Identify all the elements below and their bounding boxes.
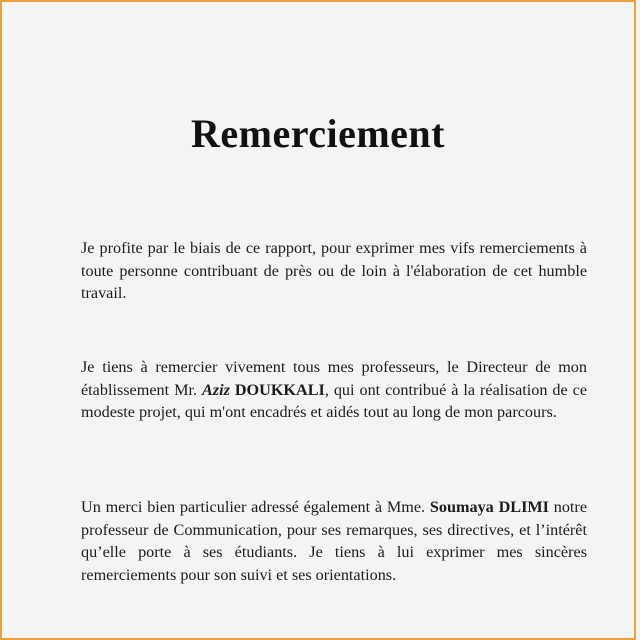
paragraph-intro-text: Je profite par le biais de ce rapport, pour exprimer mes vifs remerciements à toute personne contribuant de près ou de loin à l'élaboration de cet humble travail.	[81, 239, 587, 302]
paragraph-professors-after: , qui ont contribué à la réalisation de ce modeste projet, qui m'ont encadrés et aidés tout au long de mon parcours.	[81, 380, 588, 421]
page-title: Remerciement	[190, 111, 445, 156]
paragraph-communication-after: notre professeur de Communication, pour ses remarques, ses directives, et l’intérêt qu’elle porte à ses étudiants. Je tiens à lui exprimer mes sincères remerciements pour son suivi et ses orientations.	[81, 498, 588, 584]
paragraph-professors-before: Je tiens à remercier vivement tous mes professeurs, le Directeur de mon établissement Mr.	[81, 358, 587, 399]
paragraph-communication-teacher	[81, 496, 587, 586]
paragraph-professors	[81, 356, 587, 424]
director-first-name: Aziz	[201, 380, 230, 399]
director-last-name: DOUKKALI	[234, 380, 325, 399]
paragraph-intro	[81, 237, 587, 305]
teacher-last-name: DLIMI	[498, 498, 549, 516]
teacher-first-name: Soumaya	[429, 498, 494, 516]
paragraph-communication-before: Un merci bien particulier adressé également à Mme.	[81, 498, 430, 516]
